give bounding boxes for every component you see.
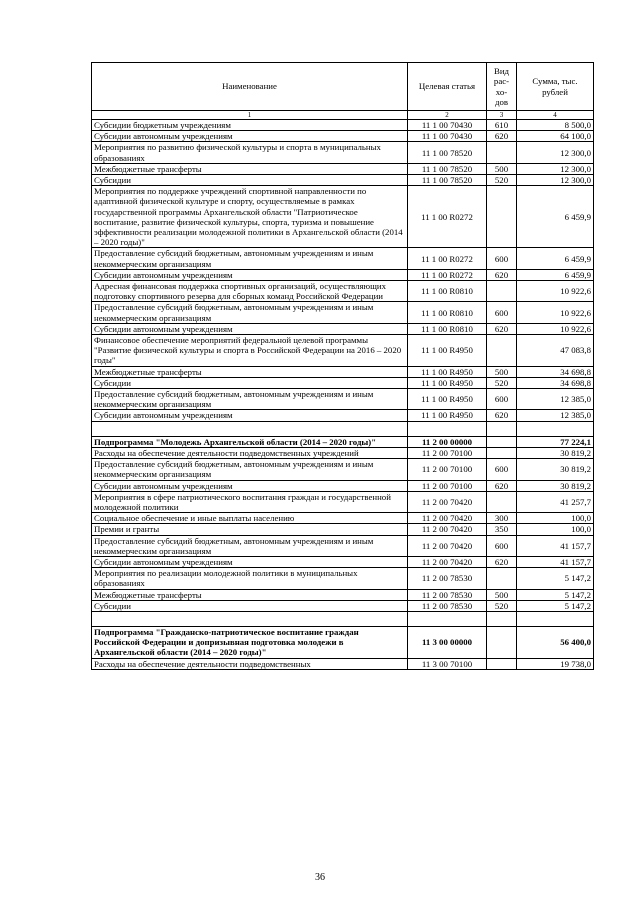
table-header: [92, 63, 594, 120]
code-cell: 11 1 00 R4950: [408, 410, 487, 421]
sum-cell: 30 819,2: [517, 480, 594, 491]
spacer-cell: [408, 611, 487, 626]
sum-cell: 12 385,0: [517, 410, 594, 421]
column-number: 2: [408, 111, 487, 120]
code-cell: 11 1 00 R4950: [408, 389, 487, 410]
table-row: [92, 142, 594, 163]
spacer-cell: [487, 611, 517, 626]
spacer-cell: [517, 611, 594, 626]
sum-cell: 56 400,0: [517, 626, 594, 658]
name-cell: Адресная финансовая поддержка спортивных организаций, осуществляющих подготовку спортивного резерва для сборных команд Российской Федерации: [92, 281, 408, 302]
name-cell: Мероприятия в сфере патриотического воспитания граждан и государственной молодежной политики: [92, 491, 408, 512]
table-row: [92, 589, 594, 600]
name-cell: Субсидии бюджетным учреждениям: [92, 120, 408, 131]
sum-cell: 12 385,0: [517, 389, 594, 410]
sum-cell: 10 922,6: [517, 302, 594, 323]
code-cell: 11 2 00 70100: [408, 459, 487, 480]
budget-table-container: [91, 62, 593, 670]
code-cell: 11 1 00 R0272: [408, 248, 487, 269]
code-cell: 11 3 00 70100: [408, 658, 487, 669]
sum-cell: 5 147,2: [517, 600, 594, 611]
kind-cell: 500: [487, 589, 517, 600]
table-row: [92, 568, 594, 589]
table-row: [92, 186, 594, 248]
subprogram-row: [92, 436, 594, 447]
kind-cell: [487, 447, 517, 458]
table-row: [92, 131, 594, 142]
table-row: [92, 323, 594, 334]
spacer-row: [92, 421, 594, 436]
page-number: 36: [315, 872, 325, 883]
kind-cell: 600: [487, 459, 517, 480]
table-row: [92, 163, 594, 174]
kind-cell: 500: [487, 366, 517, 377]
table-row: [92, 410, 594, 421]
kind-cell: 520: [487, 175, 517, 186]
table-row: [92, 480, 594, 491]
subprogram-row: [92, 626, 594, 658]
table-row: [92, 389, 594, 410]
name-cell: Субсидии автономным учреждениям: [92, 556, 408, 567]
name-cell: Межбюджетные трансферты: [92, 163, 408, 174]
sum-cell: 30 819,2: [517, 447, 594, 458]
column-number: 3: [487, 111, 517, 120]
table-row: [92, 248, 594, 269]
table-row: [92, 335, 594, 367]
name-cell: Премии и гранты: [92, 524, 408, 535]
name-cell: Мероприятия по реализации молодежной политики в муниципальных образованиях: [92, 568, 408, 589]
spacer-cell: [487, 421, 517, 436]
code-cell: 11 2 00 70100: [408, 480, 487, 491]
kind-cell: 600: [487, 535, 517, 556]
kind-cell: [487, 281, 517, 302]
table-row: [92, 658, 594, 669]
name-cell: Предоставление субсидий бюджетным, автономным учреждениям и иным некоммерческим организациям: [92, 248, 408, 269]
kind-cell: 620: [487, 323, 517, 334]
kind-cell: [487, 335, 517, 367]
name-cell: Субсидии: [92, 175, 408, 186]
table-row: [92, 447, 594, 458]
sum-cell: 5 147,2: [517, 589, 594, 600]
code-cell: 11 1 00 70430: [408, 131, 487, 142]
code-cell: 11 1 00 R4950: [408, 335, 487, 367]
sum-cell: 64 100,0: [517, 131, 594, 142]
name-cell: Субсидии: [92, 600, 408, 611]
sum-cell: 8 500,0: [517, 120, 594, 131]
code-cell: 11 2 00 78530: [408, 600, 487, 611]
sum-cell: 12 300,0: [517, 163, 594, 174]
name-cell: Расходы на обеспечение деятельности подведомственных: [92, 658, 408, 669]
name-cell: Субсидии автономным учреждениям: [92, 323, 408, 334]
name-cell: Предоставление субсидий бюджетным, автономным учреждениям и иным некоммерческим организациям: [92, 389, 408, 410]
table-row: [92, 120, 594, 131]
kind-cell: 600: [487, 302, 517, 323]
table-row: [92, 513, 594, 524]
code-cell: 11 1 00 78520: [408, 163, 487, 174]
sum-cell: 30 819,2: [517, 459, 594, 480]
table-row: [92, 459, 594, 480]
code-cell: 11 1 00 R4950: [408, 366, 487, 377]
sum-cell: 12 300,0: [517, 175, 594, 186]
column-header-name: Наименование: [92, 63, 408, 111]
sum-cell: 6 459,9: [517, 186, 594, 248]
table-row: [92, 175, 594, 186]
table-row: [92, 377, 594, 388]
name-cell: Межбюджетные трансферты: [92, 366, 408, 377]
kind-cell: 620: [487, 410, 517, 421]
spacer-cell: [517, 421, 594, 436]
kind-cell: [487, 142, 517, 163]
kind-cell: [487, 658, 517, 669]
name-cell: Межбюджетные трансферты: [92, 589, 408, 600]
column-header-sum: Сумма, тыс. рублей: [517, 63, 594, 111]
name-cell: Мероприятия по развитию физической культуры и спорта в муниципальных образованиях: [92, 142, 408, 163]
spacer-cell: [92, 421, 408, 436]
kind-cell: 620: [487, 556, 517, 567]
name-cell: Субсидии автономным учреждениям: [92, 410, 408, 421]
sum-cell: 41 157,7: [517, 556, 594, 567]
code-cell: 11 1 00 R0810: [408, 302, 487, 323]
sum-cell: 100,0: [517, 513, 594, 524]
sum-cell: 77 224,1: [517, 436, 594, 447]
sum-cell: 47 083,8: [517, 335, 594, 367]
table-row: [92, 269, 594, 280]
kind-cell: 600: [487, 248, 517, 269]
code-cell: 11 2 00 70420: [408, 535, 487, 556]
code-cell: 11 2 00 78530: [408, 568, 487, 589]
kind-cell: [487, 568, 517, 589]
code-cell: 11 2 00 70100: [408, 447, 487, 458]
table-row: [92, 600, 594, 611]
code-cell: 11 2 00 70420: [408, 556, 487, 567]
kind-cell: [487, 186, 517, 248]
column-number: 1: [92, 111, 408, 120]
code-cell: 11 1 00 R4950: [408, 377, 487, 388]
name-cell: Подпрограмма "Молодежь Архангельской области (2014 – 2020 годы)": [92, 436, 408, 447]
name-cell: Субсидии: [92, 377, 408, 388]
kind-cell: 620: [487, 269, 517, 280]
spacer-cell: [408, 421, 487, 436]
code-cell: 11 1 00 R0272: [408, 186, 487, 248]
code-cell: 11 1 00 78520: [408, 142, 487, 163]
table-row: [92, 556, 594, 567]
sum-cell: 19 738,0: [517, 658, 594, 669]
kind-cell: 610: [487, 120, 517, 131]
table-row: [92, 366, 594, 377]
spacer-cell: [92, 611, 408, 626]
kind-cell: [487, 491, 517, 512]
name-cell: Субсидии автономным учреждениям: [92, 269, 408, 280]
kind-cell: 520: [487, 377, 517, 388]
code-cell: 11 2 00 00000: [408, 436, 487, 447]
sum-cell: 12 300,0: [517, 142, 594, 163]
table-body: [92, 120, 594, 670]
name-cell: Предоставление субсидий бюджетным, автономным учреждениям и иным некоммерческим организациям: [92, 459, 408, 480]
name-cell: Подпрограмма "Гражданско-патриотическое воспитание граждан Российской Федерации и допризывная подготовка молодежи в Архангельской области (2014 – 2020 годы)": [92, 626, 408, 658]
code-cell: 11 1 00 70430: [408, 120, 487, 131]
sum-cell: 6 459,9: [517, 248, 594, 269]
column-number: 4: [517, 111, 594, 120]
kind-cell: 520: [487, 600, 517, 611]
sum-cell: 41 157,7: [517, 535, 594, 556]
code-cell: 11 3 00 00000: [408, 626, 487, 658]
budget-table: [91, 62, 594, 670]
code-cell: 11 1 00 R0810: [408, 281, 487, 302]
code-cell: 11 1 00 R0272: [408, 269, 487, 280]
kind-cell: 600: [487, 389, 517, 410]
name-cell: Предоставление субсидий бюджетным, автономным учреждениям и иным некоммерческим организациям: [92, 535, 408, 556]
code-cell: 11 2 00 70420: [408, 513, 487, 524]
code-cell: 11 2 00 70420: [408, 491, 487, 512]
name-cell: Предоставление субсидий бюджетным, автономным учреждениям и иным некоммерческим организациям: [92, 302, 408, 323]
name-cell: Расходы на обеспечение деятельности подведомственных учреждений: [92, 447, 408, 458]
name-cell: Финансовое обеспечение мероприятий федеральной целевой программы "Развитие физической культуры и спорта в Российской Федерации на 2016 – 2020 годы": [92, 335, 408, 367]
kind-cell: 620: [487, 131, 517, 142]
sum-cell: 5 147,2: [517, 568, 594, 589]
name-cell: Мероприятия по поддержке учреждений спортивной направленности по адаптивной физической культуре и спорту, осуществляемые в рамках государственной программы Архангельской области "Патриотическое воспитание, развитие физической культуры, спорта, туризма и повышение эффективности реализации молодежной политики в Архангельской области (2014 – 2020 годы)": [92, 186, 408, 248]
table-row: [92, 491, 594, 512]
kind-cell: [487, 436, 517, 447]
column-header-code: Целевая статья: [408, 63, 487, 111]
sum-cell: 6 459,9: [517, 269, 594, 280]
kind-cell: 500: [487, 163, 517, 174]
sum-cell: 100,0: [517, 524, 594, 535]
name-cell: Субсидии автономным учреждениям: [92, 480, 408, 491]
kind-cell: 350: [487, 524, 517, 535]
table-row: [92, 281, 594, 302]
sum-cell: 34 698,8: [517, 366, 594, 377]
name-cell: Социальное обеспечение и иные выплаты населению: [92, 513, 408, 524]
column-header-kind: Вид рас- хо- дов: [487, 63, 517, 111]
code-cell: 11 2 00 78530: [408, 589, 487, 600]
table-row: [92, 535, 594, 556]
code-cell: 11 1 00 78520: [408, 175, 487, 186]
sum-cell: 10 922,6: [517, 281, 594, 302]
kind-cell: [487, 626, 517, 658]
sum-cell: 41 257,7: [517, 491, 594, 512]
spacer-row: [92, 611, 594, 626]
kind-cell: 620: [487, 480, 517, 491]
table-row: [92, 302, 594, 323]
code-cell: 11 1 00 R0810: [408, 323, 487, 334]
sum-cell: 10 922,6: [517, 323, 594, 334]
name-cell: Субсидии автономным учреждениям: [92, 131, 408, 142]
column-numbers-row: [92, 111, 594, 120]
kind-cell: 300: [487, 513, 517, 524]
code-cell: 11 2 00 70420: [408, 524, 487, 535]
table-row: [92, 524, 594, 535]
sum-cell: 34 698,8: [517, 377, 594, 388]
